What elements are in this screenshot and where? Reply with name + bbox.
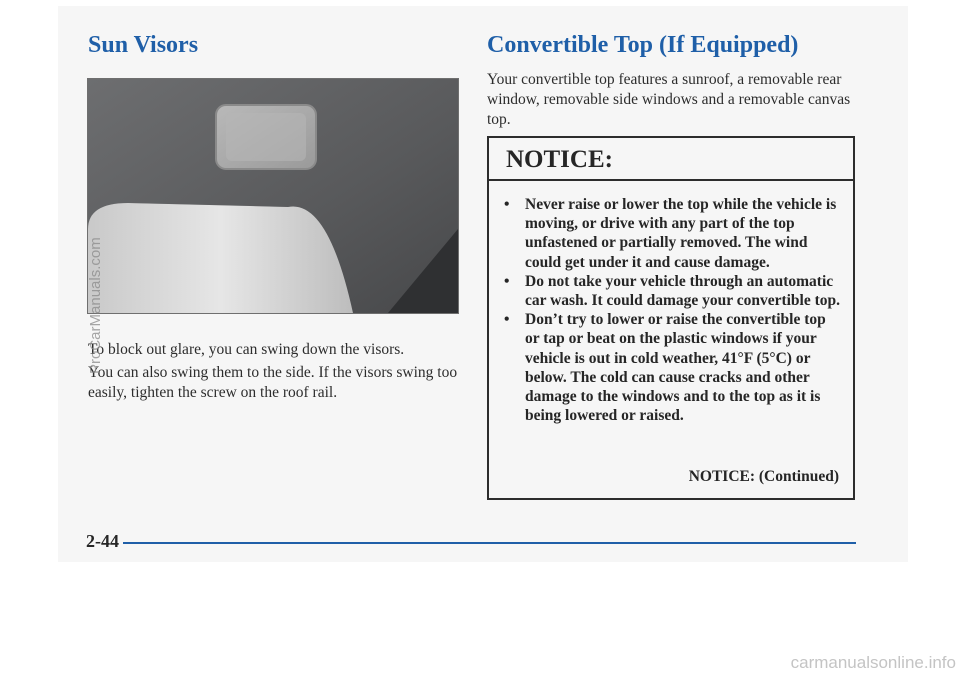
bottom-watermark: carmanualsonline.info	[790, 653, 956, 672]
headliner-fabric	[88, 203, 353, 313]
page-number: 2-44	[86, 531, 119, 551]
sun-visor-photo	[87, 78, 459, 314]
visor-paragraph-1: To block out glare, you can swing down the visors.	[88, 341, 405, 358]
footer-rule	[123, 542, 856, 544]
notice-heading: NOTICE:	[489, 138, 853, 181]
notice-item	[504, 310, 843, 425]
notice-item	[504, 195, 843, 272]
notice-item-text: Don’t try to lower or raise the convertible top or tap or beat on the plastic windows if your vehicle is out in cold weather, 41°F (5°C) or below. The cold can cause cracks and other damage to the windows and to the top as it is being lowered or raised.	[525, 311, 826, 425]
sun-visors-heading: Sun Visors	[88, 32, 199, 58]
notice-item	[504, 272, 843, 310]
side-watermark: ProCarManuals.com	[87, 237, 104, 374]
notice-box	[487, 136, 855, 500]
bullet-icon: •	[504, 272, 510, 290]
notice-item-text: Do not take your vehicle through an automatic car wash. It could damage your convertible top.	[525, 272, 841, 310]
convertible-top-heading: Convertible Top (If Equipped)	[487, 32, 799, 58]
convertible-intro: Your convertible top features a sunroof, a removable rear window, removable side windows and a removable canvas top.	[487, 71, 851, 128]
sun-visor-illustration	[88, 79, 458, 313]
notice-list	[489, 181, 853, 425]
visor-paragraph-2: You can also swing them to the side. If the visors swing too easily, tighten the screw on the roof rail.	[88, 364, 458, 401]
notice-continued-label: NOTICE: (Continued)	[688, 468, 839, 485]
bullet-icon: •	[504, 196, 510, 213]
bullet-icon: •	[504, 311, 510, 329]
notice-item-text: Never raise or lower the top while the vehicle is moving, or drive with any part of the top unfastened or partially removed. The wind could get under it and cause damage.	[525, 196, 837, 271]
